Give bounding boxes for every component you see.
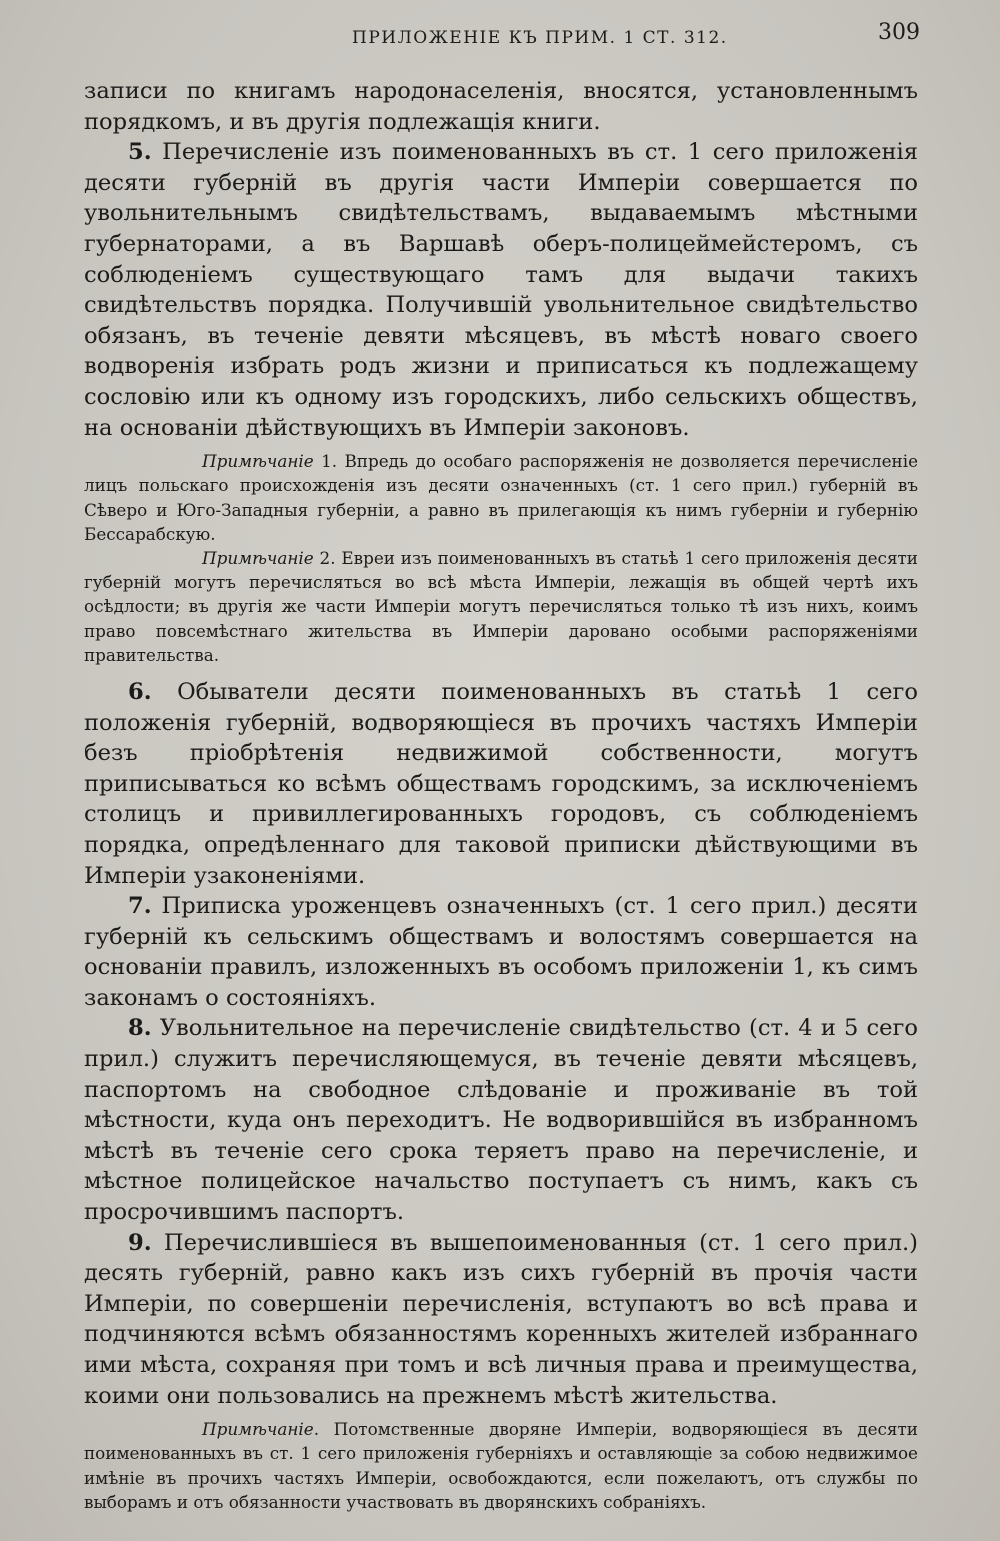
article-number: 7.	[128, 893, 152, 920]
note-text: . Потомственные дворяне Имперіи, водворяющіеся въ десяти поименованныхъ въ ст. 1 сего приложенія губерніяхъ и оставляющіе за собою недвижимое имѣніе въ прочихъ частяхъ Имперіи, освобождаются, если пожелаютъ, отъ службы по выборамъ и отъ обязанности участвовать въ дворянскихъ собраніяхъ.	[84, 1419, 918, 1512]
article-text: Приписка уроженцевъ означенныхъ (ст. 1 сего прил.) десяти губерній къ сельскимъ обществамъ и волостямъ совершается на основаніи правилъ, изложенныхъ въ особомъ приложеніи 1, къ симъ законамъ о состояніяхъ.	[84, 893, 918, 1011]
article-text: Перечислившіеся въ вышепоименованныя (ст. 1 сего прил.) десять губерній, равно какъ изъ сихъ губерній въ прочія части Имперіи, по совершеніи перечисленія, вступаютъ во всѣ права и подчиняются всѣмъ обязанностямъ коренныхъ жителей избраннаго ими мѣста, сохраняя при томъ и всѣ личныя права и преимущества, коими они пользовались на прежнемъ мѣстѣ жительства.	[84, 1229, 918, 1409]
note-label: Примѣчаніе	[202, 1419, 314, 1440]
article-number: 5.	[128, 139, 152, 166]
running-head: ПРИЛОЖЕНІЕ КЪ ПРИМ. 1 СТ. 312.	[352, 28, 728, 48]
article-text: Обыватели десяти поименованныхъ въ статьѣ 1 сего положенія губерній, водворяющіеся въ прочихъ частяхъ Имперіи безъ пріобрѣтенія недвижимой собственности, могутъ приписываться ко всѣмъ обществамъ городскимъ, за исключеніемъ столицъ и привиллегированныхъ городовъ, съ соблюденіемъ порядка, опредѣленнаго для таковой приписки дѣйствующими въ Имперіи узаконеніями.	[84, 678, 918, 889]
note-text: 2. Евреи изъ поименованныхъ въ статьѣ 1 сего приложенія десяти губерній могутъ перечисляться во всѣ мѣста Имперіи, лежащія въ общей чертѣ ихъ осѣдлости; въ другія же части Имперіи могутъ перечисляться только тѣ изъ нихъ, коимъ право повсемѣстнаго жительства въ Имперіи даровано особыми распоряженіями правительства.	[84, 547, 918, 665]
article-7	[84, 891, 918, 1013]
note-text: 1. Впредь до особаго распоряженія не дозволяется перечисленіе лицъ польскаго происхожденія изъ десяти означенныхъ (ст. 1 сего прил.) губерній въ Сѣверо и Юго-Западныя губерніи, а равно въ прилегающія къ нимъ губерніи и губернію Бессарабскую.	[84, 451, 918, 544]
article-9	[84, 1228, 918, 1412]
article-text: Увольнительное на перечисленіе свидѣтельство (ст. 4 и 5 сего прил.) служитъ перечисляющемуся, въ теченіе девяти мѣсяцевъ, паспортомъ на свободное слѣдованіе и проживаніе въ той мѣстности, куда онъ переходитъ. Не водворившійся въ избранномъ мѣстѣ въ теченіе сего срока теряетъ право на перечисленіе, и мѣстное полицейское начальство поступаетъ съ нимъ, какъ съ просрочившимъ паспортъ.	[84, 1015, 918, 1226]
note-2	[84, 546, 918, 667]
paragraph-continuation: записи по книгамъ народонаселенія, вносятся, установленнымъ порядкомъ, и въ другія подлежащія книги.	[84, 78, 918, 135]
note-1	[84, 449, 918, 546]
page-header	[0, 18, 1000, 58]
article-8	[84, 1013, 918, 1227]
article-text: Перечисленіе изъ поименованныхъ въ ст. 1 сего приложенія десяти губерній въ другія части Имперіи совершается по увольнительнымъ свидѣтельствамъ, выдаваемымъ мѣстными губернаторами, а въ Варшавѣ оберъ-полицеймейстеромъ, съ соблюденіемъ существующаго тамъ для выдачи такихъ свидѣтельствъ порядка. Получившій увольнительное свидѣтельство обязанъ, въ теченіе девяти мѣсяцевъ, въ мѣстѣ новаго своего водворенія избрать родъ жизни и приписаться къ подлежащему сословію или къ одному изъ городскихъ, либо сельскихъ обществъ, на основаніи дѣйствующихъ въ Имперіи законовъ.	[84, 139, 918, 441]
note-3	[84, 1417, 918, 1514]
article-6	[84, 677, 918, 891]
page-body	[84, 76, 918, 1514]
article-number: 6.	[128, 678, 152, 705]
note-label: Примѣчаніе	[202, 547, 314, 568]
note-label: Примѣчаніе	[202, 451, 314, 472]
page-number: 309	[878, 20, 920, 45]
article-number: 9.	[128, 1229, 152, 1256]
article-5	[84, 137, 918, 443]
article-number: 8.	[128, 1015, 152, 1042]
